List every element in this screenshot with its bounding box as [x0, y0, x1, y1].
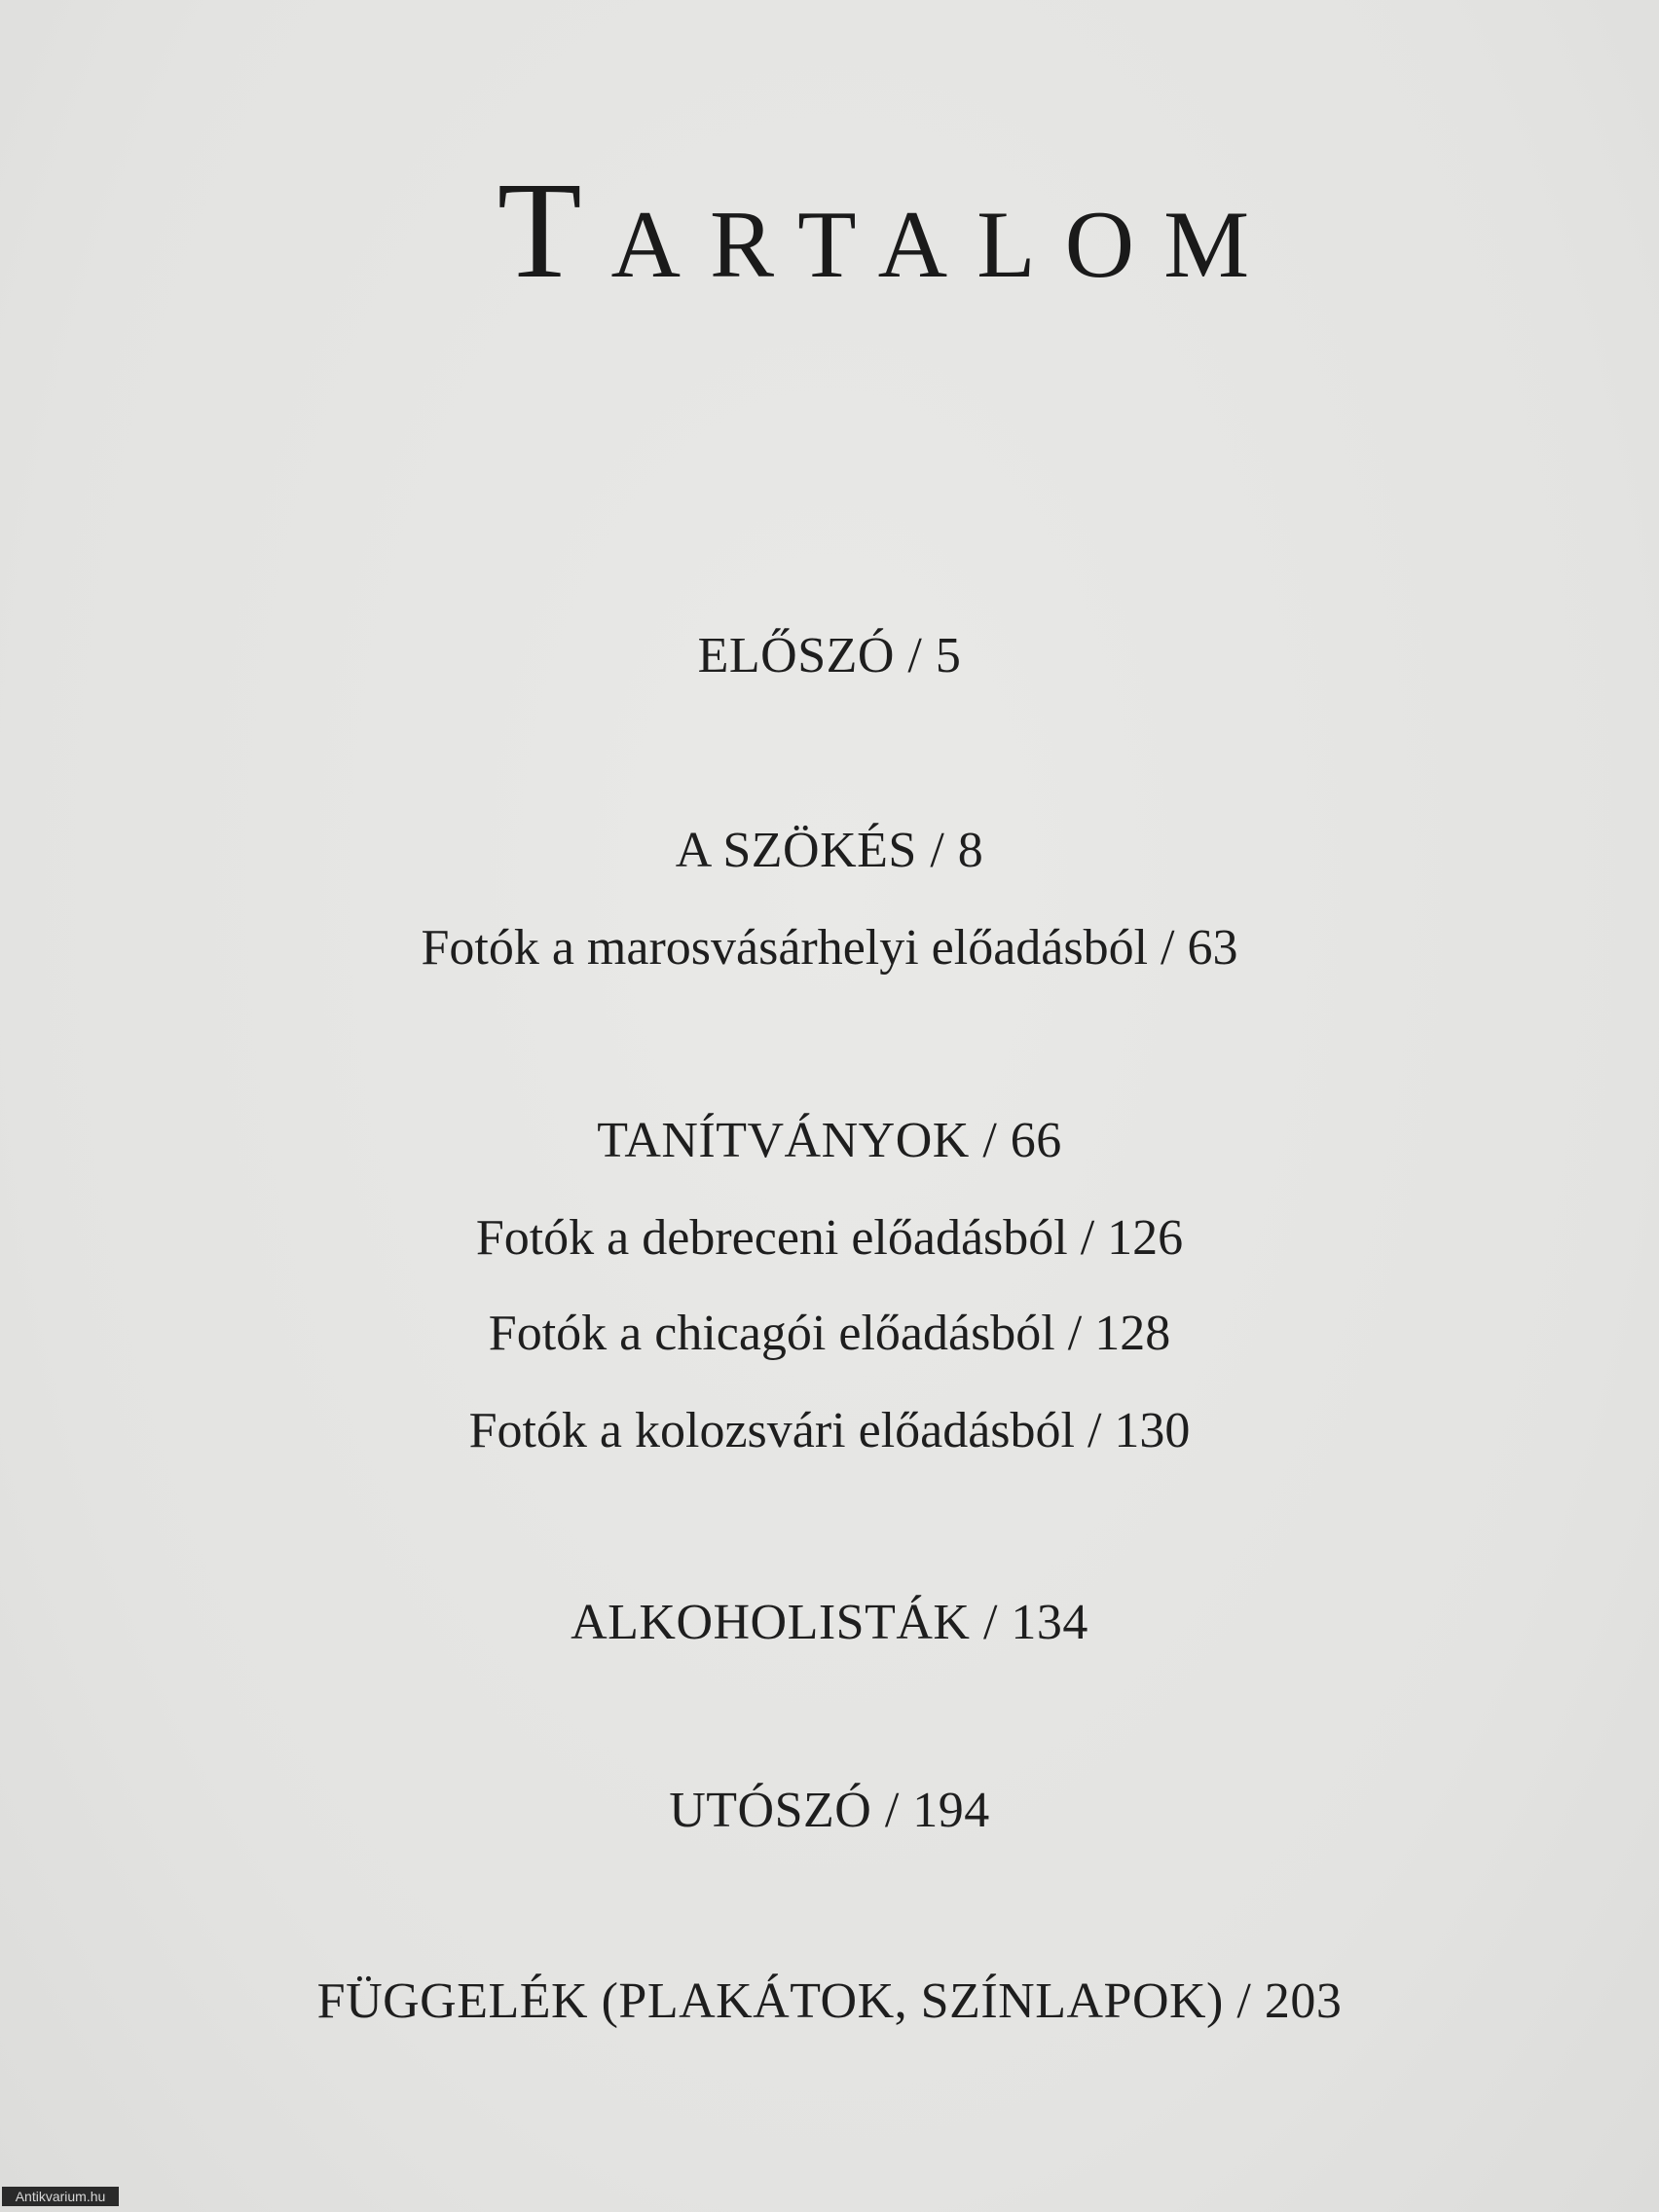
toc-entry-a-szokes: A SZÖKÉS / 8: [675, 823, 984, 878]
toc-entry-fotok-chicagoi: Fotók a chicagói előadásból / 128: [488, 1306, 1171, 1361]
watermark: Antikvarium.hu: [2, 2187, 119, 2206]
toc-entry-fotok-debreceni: Fotók a debreceni előadásból / 126: [475, 1210, 1184, 1266]
toc-entry-alkoholistak: ALKOHOLISTÁK / 134: [571, 1595, 1088, 1650]
toc-entry-eloszo: ELŐSZÓ / 5: [697, 628, 962, 683]
toc-entry-tanitvanyok: TANÍTVÁNYOK / 66: [597, 1113, 1062, 1168]
toc-entry-fotok-kolozsvari: Fotók a kolozsvári előadásból / 130: [468, 1403, 1191, 1458]
page-title: Tartalom: [497, 153, 1279, 307]
toc-entry-fotok-marosvasarhelyi: Fotók a marosvásárhelyi előadásból / 63: [421, 920, 1238, 976]
toc-entry-utoszo: UTÓSZÓ / 194: [669, 1783, 990, 1838]
toc-entry-fuggelek: FÜGGELÉK (PLAKÁTOK, SZÍNLAPOK) / 203: [316, 1973, 1343, 2029]
